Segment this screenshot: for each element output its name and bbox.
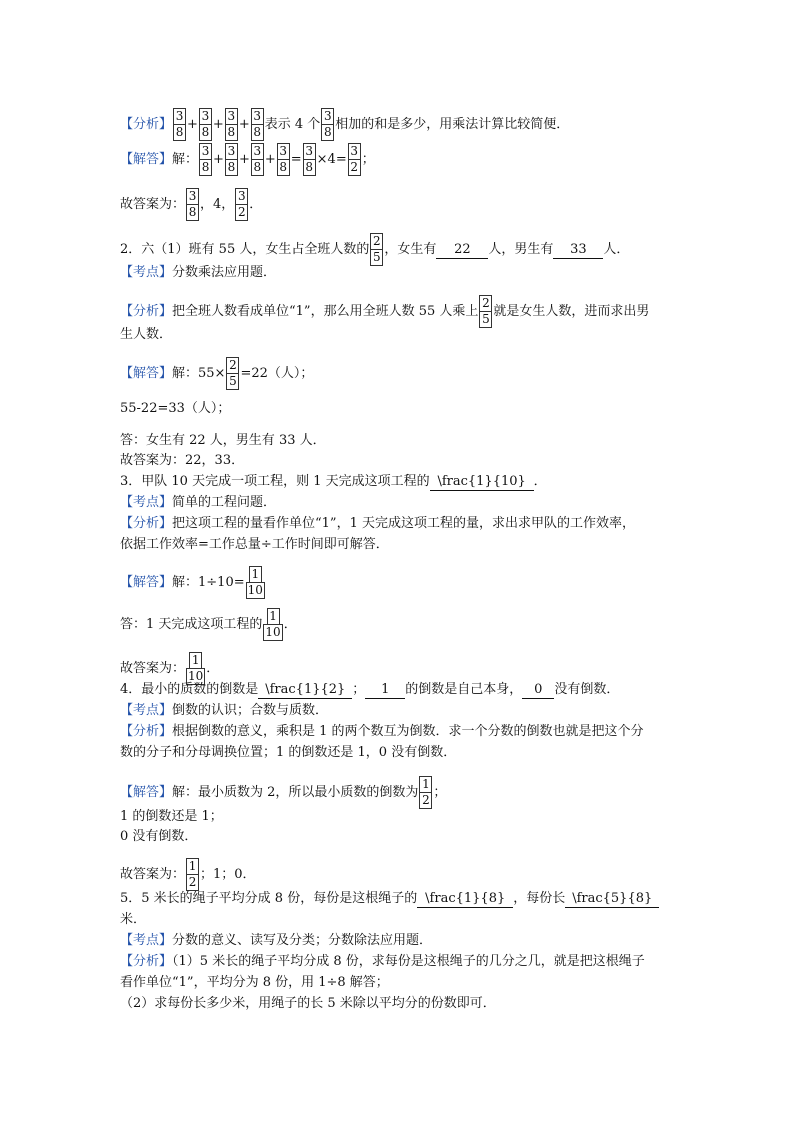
q2-topic: 【考点】分数乘法应用题．: [120, 265, 277, 280]
q1-solution: 【解答】解： $\frac{3}{8}$ + $\frac{3}{8}$ + $\frac{3}{8}$ + $\frac{3}{8}$ = $\frac{3}{8}$ ×4= $\frac{3}{2}$ ；: [120, 144, 375, 174]
q2-question: 2．六（1）班有 55 人，女生占全班人数的 $\frac{2}{5}$ ，女生有 22 人，男生有 33 人．: [120, 234, 630, 264]
q2-line: 答：女生有 22 人，男生有 33 人．: [120, 433, 326, 448]
q4-line: 0 没有倒数．: [120, 829, 198, 844]
q3-topic: 【考点】简单的工程问题．: [120, 495, 277, 510]
fraction: $\frac{3}{8}$: [225, 108, 238, 141]
q4-final-answer: 故答案为： $\frac{1}{2}$ ；1；0．: [120, 859, 256, 889]
q4-topic: 【考点】倒数的认识；合数与质数．: [120, 703, 329, 718]
q5-question: 5．5 米长的绳子平均分成 8 份，每份是这根绳子的 \frac{1}{8} ，每份长 \frac{5}{8}: [120, 890, 659, 908]
answer-blank: \frac{5}{8}: [565, 891, 659, 908]
fraction: $\frac{3}{8}$: [251, 108, 264, 141]
q3-line: 答：1 天完成这项工程的 $\frac{1}{10}$ ．: [120, 609, 297, 639]
q3-question: 3．甲队 10 天完成一项工程，则 1 天完成这项工程的 \frac{1}{10} ．: [120, 474, 547, 489]
answer-blank: \frac{1}{10}: [430, 474, 534, 491]
q5-topic: 【考点】分数的意义、读写及分类；分数除法应用题．: [120, 933, 433, 948]
q5-analysis: 【分析】（1）5 米长的绳子平均分成 8 份，求每份是这根绳子的几分之几，就是把这根绳子: [120, 954, 645, 969]
answer-blank: \frac{1}{8}: [417, 891, 513, 908]
answer-blank: 22: [436, 242, 488, 259]
answer-blank: 1: [365, 682, 405, 699]
q2-line: 55-22=33（人）；: [120, 401, 231, 416]
q2-analysis: 【分析】把全班人数看成单位“1”，那么用全班人数 55 人乘上 $\frac{2}{5}$ 就是女生人数，进而求出男: [120, 296, 650, 326]
q2-solution: 【解答】解：55× $\frac{2}{5}$ =22（人）；: [120, 358, 314, 388]
answer-blank: 33: [553, 242, 603, 259]
fraction: $\frac{3}{8}$: [321, 108, 334, 141]
q1-final-answer: 故答案为： $\frac{3}{8}$ ，4， $\frac{3}{2}$ ．: [120, 189, 263, 219]
q2-final-answer: 故答案为：22，33．: [120, 453, 245, 468]
q5-analysis-cont: （2）求每份长多少米，用绳子的长 5 米除以平均分的份数即可．: [120, 996, 496, 1011]
q3-analysis-cont: 依据工作效率=工作总量÷工作时间即可解答．: [120, 537, 389, 552]
q3-analysis: 【分析】把这项工程的量看作单位“1”，1 天完成这项工程的量，求出求甲队的工作效率，: [120, 516, 635, 531]
analysis-tag: 【分析】: [120, 117, 173, 132]
q4-analysis: 【分析】根据倒数的意义，乘积是 1 的两个数互为倒数．求一个分数的倒数也就是把这个分: [120, 724, 644, 739]
q5-analysis-cont: 看作单位“1”，平均分为 8 份，用 1÷8 解答；: [120, 975, 389, 990]
fraction: $\frac{3}{8}$: [199, 108, 212, 141]
q4-solution: 【解答】解：最小质数为 2，所以最小质数的倒数为 $\frac{1}{2}$ ；: [120, 777, 447, 807]
q4-question: 4．最小的质数的倒数是 \frac{1}{2} ； 1 的倒数是自己本身， 0 没有倒数．: [120, 682, 620, 697]
answer-blank: 0: [522, 682, 554, 699]
answer-blank: \frac{1}{2}: [258, 682, 352, 699]
q2-analysis-cont: 生人数．: [120, 327, 173, 342]
q3-solution: 【解答】解：1÷10= $\frac{1}{10}$: [120, 567, 263, 597]
q4-line: 1 的倒数还是 1；: [120, 809, 223, 824]
fraction: $\frac{3}{8}$: [173, 108, 186, 141]
q1-analysis: 【分析】 $\frac{3}{8}$ + $\frac{3}{8}$ + $\frac{3}{8}$ + $\frac{3}{8}$ 表示 4 个 $\frac{3}{8}$ 相加的和是多少，用乘法计算比较简便．: [120, 109, 570, 139]
q3-final-answer: 故答案为： $\frac{1}{10}$ ．: [120, 653, 220, 683]
q5-question-cont: 米．: [120, 912, 147, 927]
q4-analysis-cont: 数的分子和分母调换位置；1 的倒数还是 1，0 没有倒数．: [120, 745, 457, 760]
